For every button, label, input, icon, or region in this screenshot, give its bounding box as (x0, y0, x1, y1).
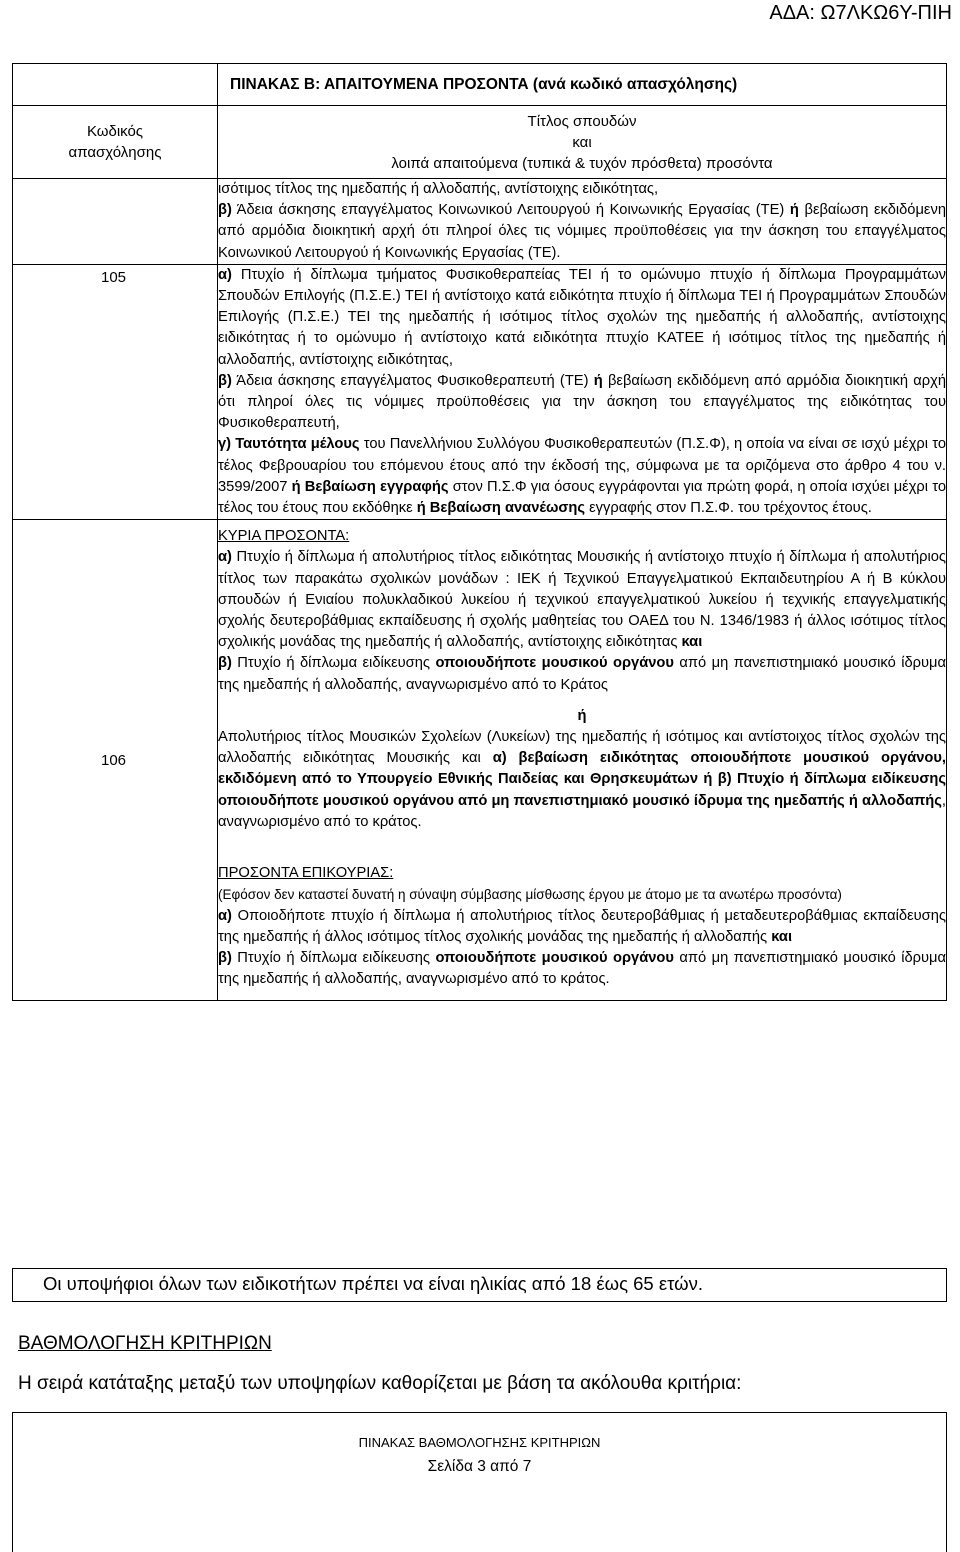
r105-c-bold3: ή Βεβαίωση ανανέωσης (416, 500, 586, 517)
auxiliary-note: (Εφόσον δεν καταστεί δυνατή η σύναψη σύμβασης μίσθωσης έργου με άτομο με τα ανωτέρω προσόντα) (218, 887, 842, 903)
qualifications-table (12, 63, 947, 1001)
empty-cell (13, 64, 218, 106)
r106-a-text: Πτυχίο ή δίπλωμα ή απολυτήριος τίτλος ειδικότητας Μουσικής ή αντίστοιχο πτυχίο ή δίπλωμα ή απολυτήριος τίτλος των παρακάτω σχολικών μονάδων : ΙΕΚ ή Τεχνικού Επαγγελματικού Εκπαιδευτηρίου Α ή Β κύκλου σπουδών ή Ενιαίου πολυκλαδικού λυκείου ή τεχνικού επαγγελματικού λυκείου ή τεχνικής επαγγελματικής σχολής δευτεροβάθμιας εκπαίδευσης ή σχολής μαθητείας του ΟΑΕΔ του Ν. 1346/1983 ή άλλος ισότιμος τίτλος σχολικής μονάδας της ημεδαπής ή αλλοδαπής, αντίστοιχης ειδικότητας (218, 549, 946, 651)
column-header-title (218, 106, 947, 179)
r106-b-bold: οποιουδήποτε μουσικού οργάνου (435, 655, 674, 672)
aux-a-and: και (771, 928, 793, 945)
cont-b-label: β) (218, 202, 232, 219)
aux-a-text: Οποιοδήποτε πτυχίο ή δίπλωμα ή απολυτήριος τίτλος δευτεροβάθμιας ή μεταδευτεροβάθμιας εκπαίδευσης της ημεδαπής ή άλλος ισότιμος τίτλος σχολικής μονάδας της ημεδαπής ή αλλοδαπής (218, 907, 946, 945)
column-header-code (13, 106, 218, 179)
aux-b-text: Πτυχίο ή δίπλωμα ειδίκευσης (231, 949, 436, 966)
col2-line1: Τίτλος σπουδών (527, 112, 637, 130)
continuation-text (218, 179, 947, 265)
r106-b-label: β) (218, 655, 232, 672)
cont-text: ισότιμος τίτλος της ημεδαπής ή αλλοδαπής, αντίστοιχης ειδικότητας, (218, 181, 659, 197)
aux-b-text2: από μη πανεπιστημιακό μουσικό ίδρυμα της ημεδαπής ή αλλοδαπής, αναγνωρισμένο από το κράτος. (218, 949, 946, 988)
cont-b-text2: βεβαίωση εκδιδόμενη από αρμόδια διοικητική αρχή ότι πληροί όλες τις νόμιμες προϋποθέσεις για την άσκηση του επαγγέλματος Κοινωνικού Λειτουργού ή Κοινωνικής Εργασίας (ΤΕ). (218, 202, 946, 261)
document-code: ΑΔΑ: Ω7ΛΚΩ6Υ-ΠΙΗ (769, 2, 952, 24)
age-requirement-box: Οι υποψήφιοι όλων των ειδικοτήτων πρέπει να είναι ηλικίας από 18 έως 65 ετών. (12, 1268, 947, 1302)
criteria-text: Η σειρά κατάταξης μεταξύ των υποψηφίων καθορίζεται με βάση τα ακόλουθα κριτήρια: (18, 1373, 742, 1394)
r106-alt-bold: α) βεβαίωση ειδικότητας οποιουδήποτε μουσικού οργάνου, εκδιδόμενη από το Υπουργείο Εθνικής Παιδείας και Θρησκευμάτων ή β) Πτυχίο ή δίπλωμα ειδίκευσης οποιουδήποτε μουσικού οργάνου από μη πανεπιστημιακό μουσικό ίδρυμα της ημεδαπής ή αλλοδαπής (218, 750, 946, 809)
col1-line2: απασχόλησης (68, 144, 162, 161)
r105-b-label: β) (218, 372, 232, 389)
r106-alt-text2: , αναγνωρισμένο από το κράτος. (218, 792, 946, 830)
column-header-row (13, 106, 947, 179)
col2-line2: και (572, 133, 592, 151)
table-row-106 (13, 520, 947, 1001)
auxiliary-qualifications-heading: ΠΡΟΣΟΝΤΑ ΕΠΙΚΟΥΡΙΑΣ: (218, 865, 394, 882)
r105-a-label: α) (218, 266, 232, 283)
col1-line1: Κωδικός (86, 123, 144, 140)
r106-a-and: και (681, 634, 703, 651)
r106-b-text2: από μη πανεπιστημιακό μουσικό ίδρυμα της ημεδαπής ή αλλοδαπής, αναγνωρισμένο από το Κράτος (218, 655, 946, 693)
row-106-text (218, 520, 947, 1001)
r105-b-text: Άδεια άσκησης επαγγέλματος Φυσικοθεραπευτή (ΤΕ) (231, 372, 594, 389)
criteria-table (12, 1412, 947, 1552)
criteria-title: ΒΑΘΜΟΛΟΓΗΣΗ ΚΡΙΤΗΡΙΩΝ (18, 1333, 272, 1354)
r105-c-text2: στον Π.Σ.Φ για όσους εγγράφονται για πρώτη φορά, η οποία ισχύει μέχρι το τέλος του έτους που εκδόθηκε (218, 478, 946, 517)
r105-c-text3: εγγραφής στον Π.Σ.Φ. του τρέχοντος έτους. (585, 500, 872, 517)
r105-b-text2: βεβαίωση εκδιδόμενη από αρμόδια διοικητική αρχή ότι πληροί όλες τις νόμιμες προϋποθέσεις για την άσκηση του επαγγέλματος της ειδικότητας του Φυσικοθεραπευτή, (218, 372, 946, 432)
col2-line3: λοιπά απαιτούμενα (τυπικά & τυχόν πρόσθετα) προσόντα (391, 154, 773, 172)
r105-b-or: ή (593, 372, 603, 389)
table-title-row (13, 64, 947, 106)
aux-b-bold: οποιουδήποτε μουσικού οργάνου (435, 949, 674, 966)
r105-c-text: του Πανελλήνιου Συλλόγου Φυσικοθεραπευτών (Π.Σ.Φ), η οποία να είναι σε ισχύ μέχρι το τέλος Φεβρουαρίου του επόμενου έτους από την έκδοσή της, σύμφωνα με τα οριζόμενα στο άρθρο 4 του ν. 3599/2007 (218, 436, 946, 495)
row-106-code (13, 520, 218, 1001)
table-row-105 (13, 264, 947, 519)
criteria-table-title: ΠΙΝΑΚΑΣ ΒΑΘΜΟΛΟΓΗΣΗΣ ΚΡΙΤΗΡΙΩΝ (358, 1435, 601, 1450)
page-number: Σελίδα 3 από 7 (427, 1458, 532, 1475)
main-qualifications-heading: ΚΥΡΙΑ ΠΡΟΣΟΝΤΑ: (218, 528, 350, 545)
cont-b-or: ή (789, 202, 799, 219)
cont-b-text: Άδεια άσκησης επαγγέλματος Κοινωνικού Λειτουργού ή Κοινωνικής Εργασίας (ΤΕ) (231, 202, 790, 219)
table-title: ΠΙΝΑΚΑΣ Β: ΑΠΑΙΤΟΥΜΕΝΑ ΠΡΟΣΟΝΤΑ (ανά κωδικό απασχόλησης) (218, 64, 947, 106)
r106-b-text: Πτυχίο ή δίπλωμα ειδίκευσης (231, 655, 436, 672)
row-105-code (13, 264, 218, 519)
aux-a-label: α) (218, 907, 232, 924)
r106-a-label: α) (218, 549, 232, 566)
r105-c-label: γ) Ταυτότητα μέλους (218, 436, 360, 453)
empty-code-cell (13, 179, 218, 265)
code-106: 106 (101, 751, 127, 769)
r106-or: ή (577, 707, 587, 724)
row-105-text (218, 264, 947, 519)
r106-alt-text: Απολυτήριος τίτλος Μουσικών Σχολείων (Λυκείων) της ημεδαπής ή ισότιμος και αντίστοιχος τίτλος σχολών της αλλοδαπής ειδικότητας Μουσικής και (218, 729, 946, 767)
code-105: 105 (101, 268, 127, 286)
r105-a-text: Πτυχίο ή δίπλωμα τμήματος Φυσικοθεραπείας ΤΕΙ ή το ομώνυμο πτυχίο ή δίπλωμα Προγραμμάτων Σπουδών Επιλογής (Π.Σ.Ε.) ΤΕΙ ή αντίστοιχο κατά ειδικότητα πτυχίο ή δίπλωμα ΤΕΙ ή Προγραμμάτων Σπουδών Επιλογής (Π.Σ.Ε.) ΤΕΙ της ημεδαπής ή ισότιμος τίτλος σχολών της ημεδαπής ή αλλοδαπής, αντίστοιχης ειδικότητας ή το ομώνυμο ή αντίστοιχο κατά ειδικότητα πτυχίο ΚΑΤΕΕ ή ισότιμος τίτλος της ημεδαπής ή αλλοδαπής, αντίστοιχης ειδικότητας, (218, 266, 946, 368)
r105-c-bold2: ή Βεβαίωση εγγραφής (291, 478, 449, 495)
table-row-continuation (13, 179, 947, 265)
aux-b-label: β) (218, 949, 232, 966)
